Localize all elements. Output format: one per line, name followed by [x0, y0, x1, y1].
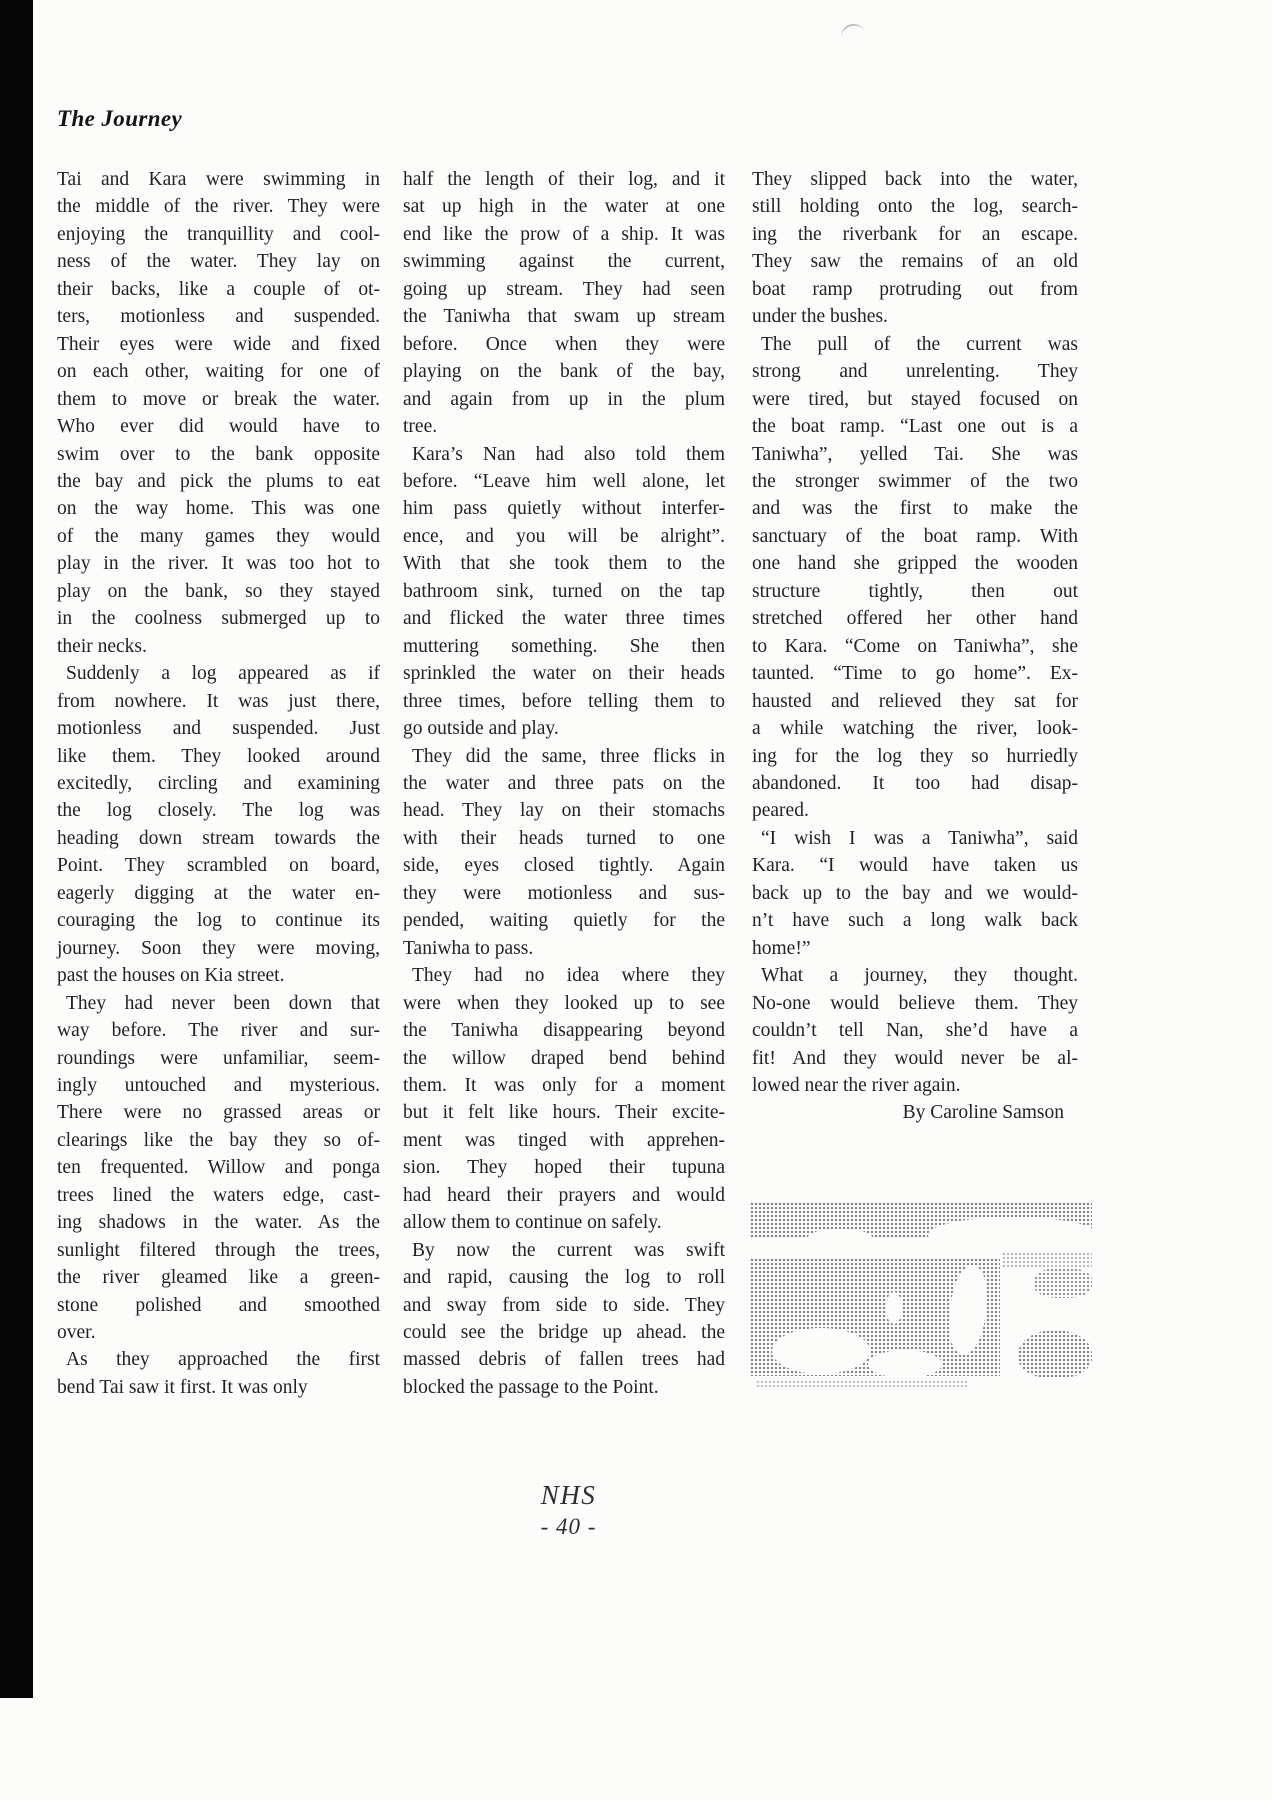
- text-line: him pass quietly without interfer-: [403, 498, 725, 520]
- text-line: By now the current was swift: [412, 1239, 725, 1261]
- text-line: play in the river. It was too hot to: [57, 553, 380, 575]
- text-line: still holding onto the log, search-: [752, 196, 1078, 218]
- illustration-far-bank: [1002, 1252, 1092, 1268]
- text-line: As they approached the first: [66, 1349, 380, 1371]
- text-line: one hand she gripped the wooden: [752, 553, 1078, 575]
- text-line: stone polished and smoothed: [57, 1294, 380, 1316]
- illustration-dotted-baseline: [756, 1380, 968, 1387]
- text-line: motionless and suspended. Just: [57, 718, 380, 740]
- text-line: head. They lay on their stomachs: [403, 800, 725, 822]
- text-line: They had no idea where they: [412, 965, 725, 987]
- text-line: hausted and relieved they sat for: [752, 690, 1078, 712]
- text-line: They did the same, three flicks in: [412, 745, 725, 767]
- story-column-2: [403, 166, 725, 1401]
- text-line: were when they looked up to see: [403, 992, 725, 1014]
- text-line: blocked the passage to the Point.: [403, 1376, 659, 1398]
- text-line: stretched offered her other hand: [752, 608, 1078, 630]
- text-line: home!”: [752, 937, 811, 959]
- text-line: side, eyes closed tightly. Again: [403, 855, 725, 877]
- text-line: The pull of the current was: [761, 333, 1078, 355]
- text-line: bathroom sink, turned on the tap: [403, 580, 725, 602]
- paragraph: [403, 166, 725, 441]
- text-line: Point. They scrambled on board,: [57, 855, 380, 877]
- text-line: the middle of the river. They were: [57, 196, 380, 218]
- text-line: sat up high in the water at one: [403, 196, 725, 218]
- paragraph: [57, 990, 380, 1347]
- text-line: Kara. “I would have taken us: [752, 855, 1078, 877]
- text-line: There were no grassed areas or: [57, 1102, 380, 1124]
- text-line: playing on the bank of the bay,: [403, 361, 725, 383]
- text-line: couraging the log to continue its: [57, 910, 380, 932]
- text-line: going up stream. They had seen: [403, 278, 725, 300]
- text-line: bend Tai saw it first. It was only: [57, 1376, 308, 1398]
- text-line: swimming against the current,: [403, 251, 725, 273]
- text-line: with their heads turned to one: [403, 827, 725, 849]
- text-line: No-one would believe them. They: [752, 992, 1078, 1014]
- text-line: go outside and play.: [403, 718, 559, 740]
- magazine-initials: NHS: [540, 1480, 597, 1510]
- text-line: the river gleamed like a green-: [57, 1267, 380, 1289]
- text-line: in the coolness submerged up to: [57, 608, 380, 630]
- paragraph: [403, 441, 725, 743]
- text-line: excitedly, circling and examining: [57, 772, 380, 794]
- text-line: They had never been down that: [66, 992, 380, 1014]
- text-line: enjoying the tranquillity and cool-: [57, 223, 380, 245]
- text-line: ing shadows in the water. As the: [57, 1212, 380, 1234]
- paragraph: [752, 825, 1078, 962]
- text-line: Taniwha to pass.: [403, 937, 534, 959]
- text-line: boat ramp protruding out from: [752, 278, 1078, 300]
- text-line: play on the bank, so they stayed: [57, 580, 380, 602]
- text-line: the willow draped bend behind: [403, 1047, 725, 1069]
- column-2-paragraphs: [403, 166, 725, 1401]
- illustration-top-band: [750, 1202, 1092, 1238]
- text-line: on each other, waiting for one of: [57, 361, 380, 383]
- text-line: ence, and you will be alright”.: [403, 525, 725, 547]
- byline: By Caroline Samson: [902, 1102, 1064, 1124]
- text-line: peared.: [752, 800, 809, 822]
- text-line: back up to the bay and we would-: [752, 882, 1078, 904]
- text-line: and sway from side to side. They: [403, 1294, 725, 1316]
- text-line: a while watching the river, look-: [752, 718, 1078, 740]
- text-line: the Taniwha disappearing beyond: [403, 1020, 725, 1042]
- pencil-mark: [839, 21, 865, 38]
- text-line: Tai and Kara were swimming in: [57, 169, 380, 190]
- text-line: way before. The river and sur-: [57, 1020, 380, 1042]
- text-line: They saw the remains of an old: [752, 251, 1078, 273]
- text-line: half the length of their log, and it: [403, 169, 725, 190]
- illustration-foam-2: [868, 1350, 942, 1378]
- text-line: lowed near the river again.: [752, 1074, 961, 1096]
- text-line: end like the prow of a ship. It was: [403, 223, 725, 245]
- illustration-white-nick: [808, 1229, 872, 1245]
- text-line: pended, waiting quietly for the: [403, 910, 725, 932]
- text-line: muttering something. She then: [403, 635, 725, 657]
- scan-edge-artifact: [0, 0, 33, 1698]
- waterfall-illustration: [750, 1202, 1092, 1390]
- text-line: tree.: [403, 416, 438, 438]
- text-line: “I wish I was a Taniwha”, said: [761, 827, 1078, 849]
- text-line: them. It was only for a moment: [403, 1074, 725, 1096]
- text-line: clearings like the bay they so of-: [57, 1129, 380, 1151]
- illustration-rock: [1034, 1268, 1092, 1298]
- text-line: from nowhere. It was just there,: [57, 690, 380, 712]
- paragraph: [752, 962, 1078, 1099]
- illustration-foam: [772, 1328, 870, 1374]
- text-line: ment was tinged with apprehen-: [403, 1129, 725, 1151]
- text-line: three times, before telling them to: [403, 690, 725, 712]
- text-line: With that she took them to the: [403, 553, 725, 575]
- text-line: structure tightly, then out: [752, 580, 1078, 602]
- text-line: Taniwha”, yelled Tai. She was: [752, 443, 1078, 465]
- text-line: What a journey, they thought.: [761, 965, 1078, 987]
- text-line: fit! And they would never be al-: [752, 1047, 1078, 1069]
- text-line: roundings were unfamiliar, seem-: [57, 1047, 380, 1069]
- text-line: n’t have such a long walk back: [752, 910, 1078, 932]
- illustration-main-mass: [750, 1258, 1000, 1376]
- text-line: to Kara. “Come on Taniwha”, she: [752, 635, 1078, 657]
- text-line: massed debris of fallen trees had: [403, 1349, 725, 1371]
- text-line: the stronger swimmer of the two: [752, 470, 1078, 492]
- column-3-paragraphs: [752, 166, 1078, 1099]
- text-line: like them. They looked around: [57, 745, 380, 767]
- text-line: trees lined the waters edge, cast-: [57, 1184, 380, 1206]
- story-title: The Journey: [57, 106, 183, 131]
- text-line: were tired, but stayed focused on: [752, 388, 1078, 410]
- text-line: and flicked the water three times: [403, 608, 725, 630]
- text-line: sion. They hoped their tupuna: [403, 1157, 725, 1179]
- text-line: on the way home. This was one: [57, 498, 380, 520]
- text-line: journey. Soon they were moving,: [57, 937, 380, 959]
- text-line: but it felt like hours. Their excite-: [403, 1102, 725, 1124]
- paragraph: [752, 166, 1078, 331]
- text-line: Kara’s Nan had also told them: [412, 443, 725, 465]
- illustration-bottom-right-blob: [1018, 1330, 1092, 1378]
- text-line: ters, motionless and suspended.: [57, 306, 380, 328]
- paragraph: [403, 962, 725, 1237]
- text-line: their necks.: [57, 635, 147, 657]
- text-line: sanctuary of the boat ramp. With: [752, 525, 1078, 547]
- text-line: taunted. “Time to go home”. Ex-: [752, 663, 1078, 685]
- text-line: Who ever did would have to: [57, 416, 380, 438]
- paragraph: [57, 166, 380, 660]
- text-line: before. Once when they were: [403, 333, 725, 355]
- text-line: strong and unrelenting. They: [752, 361, 1078, 383]
- text-line: before. “Leave him well alone, let: [403, 470, 725, 492]
- text-line: and again from up in the plum: [403, 388, 725, 410]
- page-footer: [57, 1480, 1080, 1540]
- text-line: couldn’t tell Nan, she’d have a: [752, 1020, 1078, 1042]
- text-line: Suddenly a log appeared as if: [66, 663, 380, 685]
- text-line: and rapid, causing the log to roll: [403, 1267, 725, 1289]
- paragraph: [57, 1346, 380, 1401]
- paragraph: [403, 1237, 725, 1402]
- paragraph: [57, 660, 380, 989]
- text-line: allow them to continue on safely.: [403, 1212, 662, 1234]
- text-line: of the many games they would: [57, 525, 380, 547]
- text-line: had heard their prayers and would: [403, 1184, 725, 1206]
- text-line: the Taniwha that swam up stream: [403, 306, 725, 328]
- paragraph: [403, 743, 725, 963]
- text-line: eagerly digging at the water en-: [57, 882, 380, 904]
- text-line: past the houses on Kia street.: [57, 965, 285, 987]
- illustration-waterfall-white: [945, 1264, 991, 1356]
- text-line: ing for the log they so hurriedly: [752, 745, 1078, 767]
- text-line: ness of the water. They lay on: [57, 251, 380, 273]
- text-line: abandoned. It too had disap-: [752, 772, 1078, 794]
- text-line: They slipped back into the water,: [752, 169, 1078, 190]
- text-line: sunlight filtered through the trees,: [57, 1239, 380, 1261]
- column-1-paragraphs: [57, 166, 380, 1401]
- illustration-white-notch: [928, 1217, 1098, 1253]
- text-line: the bay and pick the plums to eat: [57, 470, 380, 492]
- story-column-1: [57, 166, 380, 1401]
- text-line: and was the first to make the: [752, 498, 1078, 520]
- text-line: their backs, like a couple of ot-: [57, 278, 380, 300]
- text-line: under the bushes.: [752, 306, 888, 328]
- text-line: the water and three pats on the: [403, 772, 725, 794]
- text-line: over.: [57, 1322, 96, 1344]
- text-line: the boat ramp. “Last one out is a: [752, 416, 1078, 438]
- paragraph: [752, 331, 1078, 825]
- text-line: heading down stream towards the: [57, 827, 380, 849]
- text-line: Their eyes were wide and fixed: [57, 333, 380, 355]
- text-line: could see the bridge up ahead. the: [403, 1322, 725, 1344]
- text-line: swim over to the bank opposite: [57, 443, 380, 465]
- page-number: - 40 -: [540, 1514, 597, 1539]
- illustration-white-sliver: [886, 1292, 902, 1324]
- story-column-3: [752, 166, 1078, 1127]
- text-line: they were motionless and sus-: [403, 882, 725, 904]
- text-line: ing the riverbank for an escape.: [752, 223, 1078, 245]
- text-line: sprinkled the water on their heads: [403, 663, 725, 685]
- text-line: ingly untouched and mysterious.: [57, 1074, 380, 1096]
- text-line: them to move or break the water.: [57, 388, 380, 410]
- text-line: the log closely. The log was: [57, 800, 380, 822]
- text-line: ten frequented. Willow and ponga: [57, 1157, 380, 1179]
